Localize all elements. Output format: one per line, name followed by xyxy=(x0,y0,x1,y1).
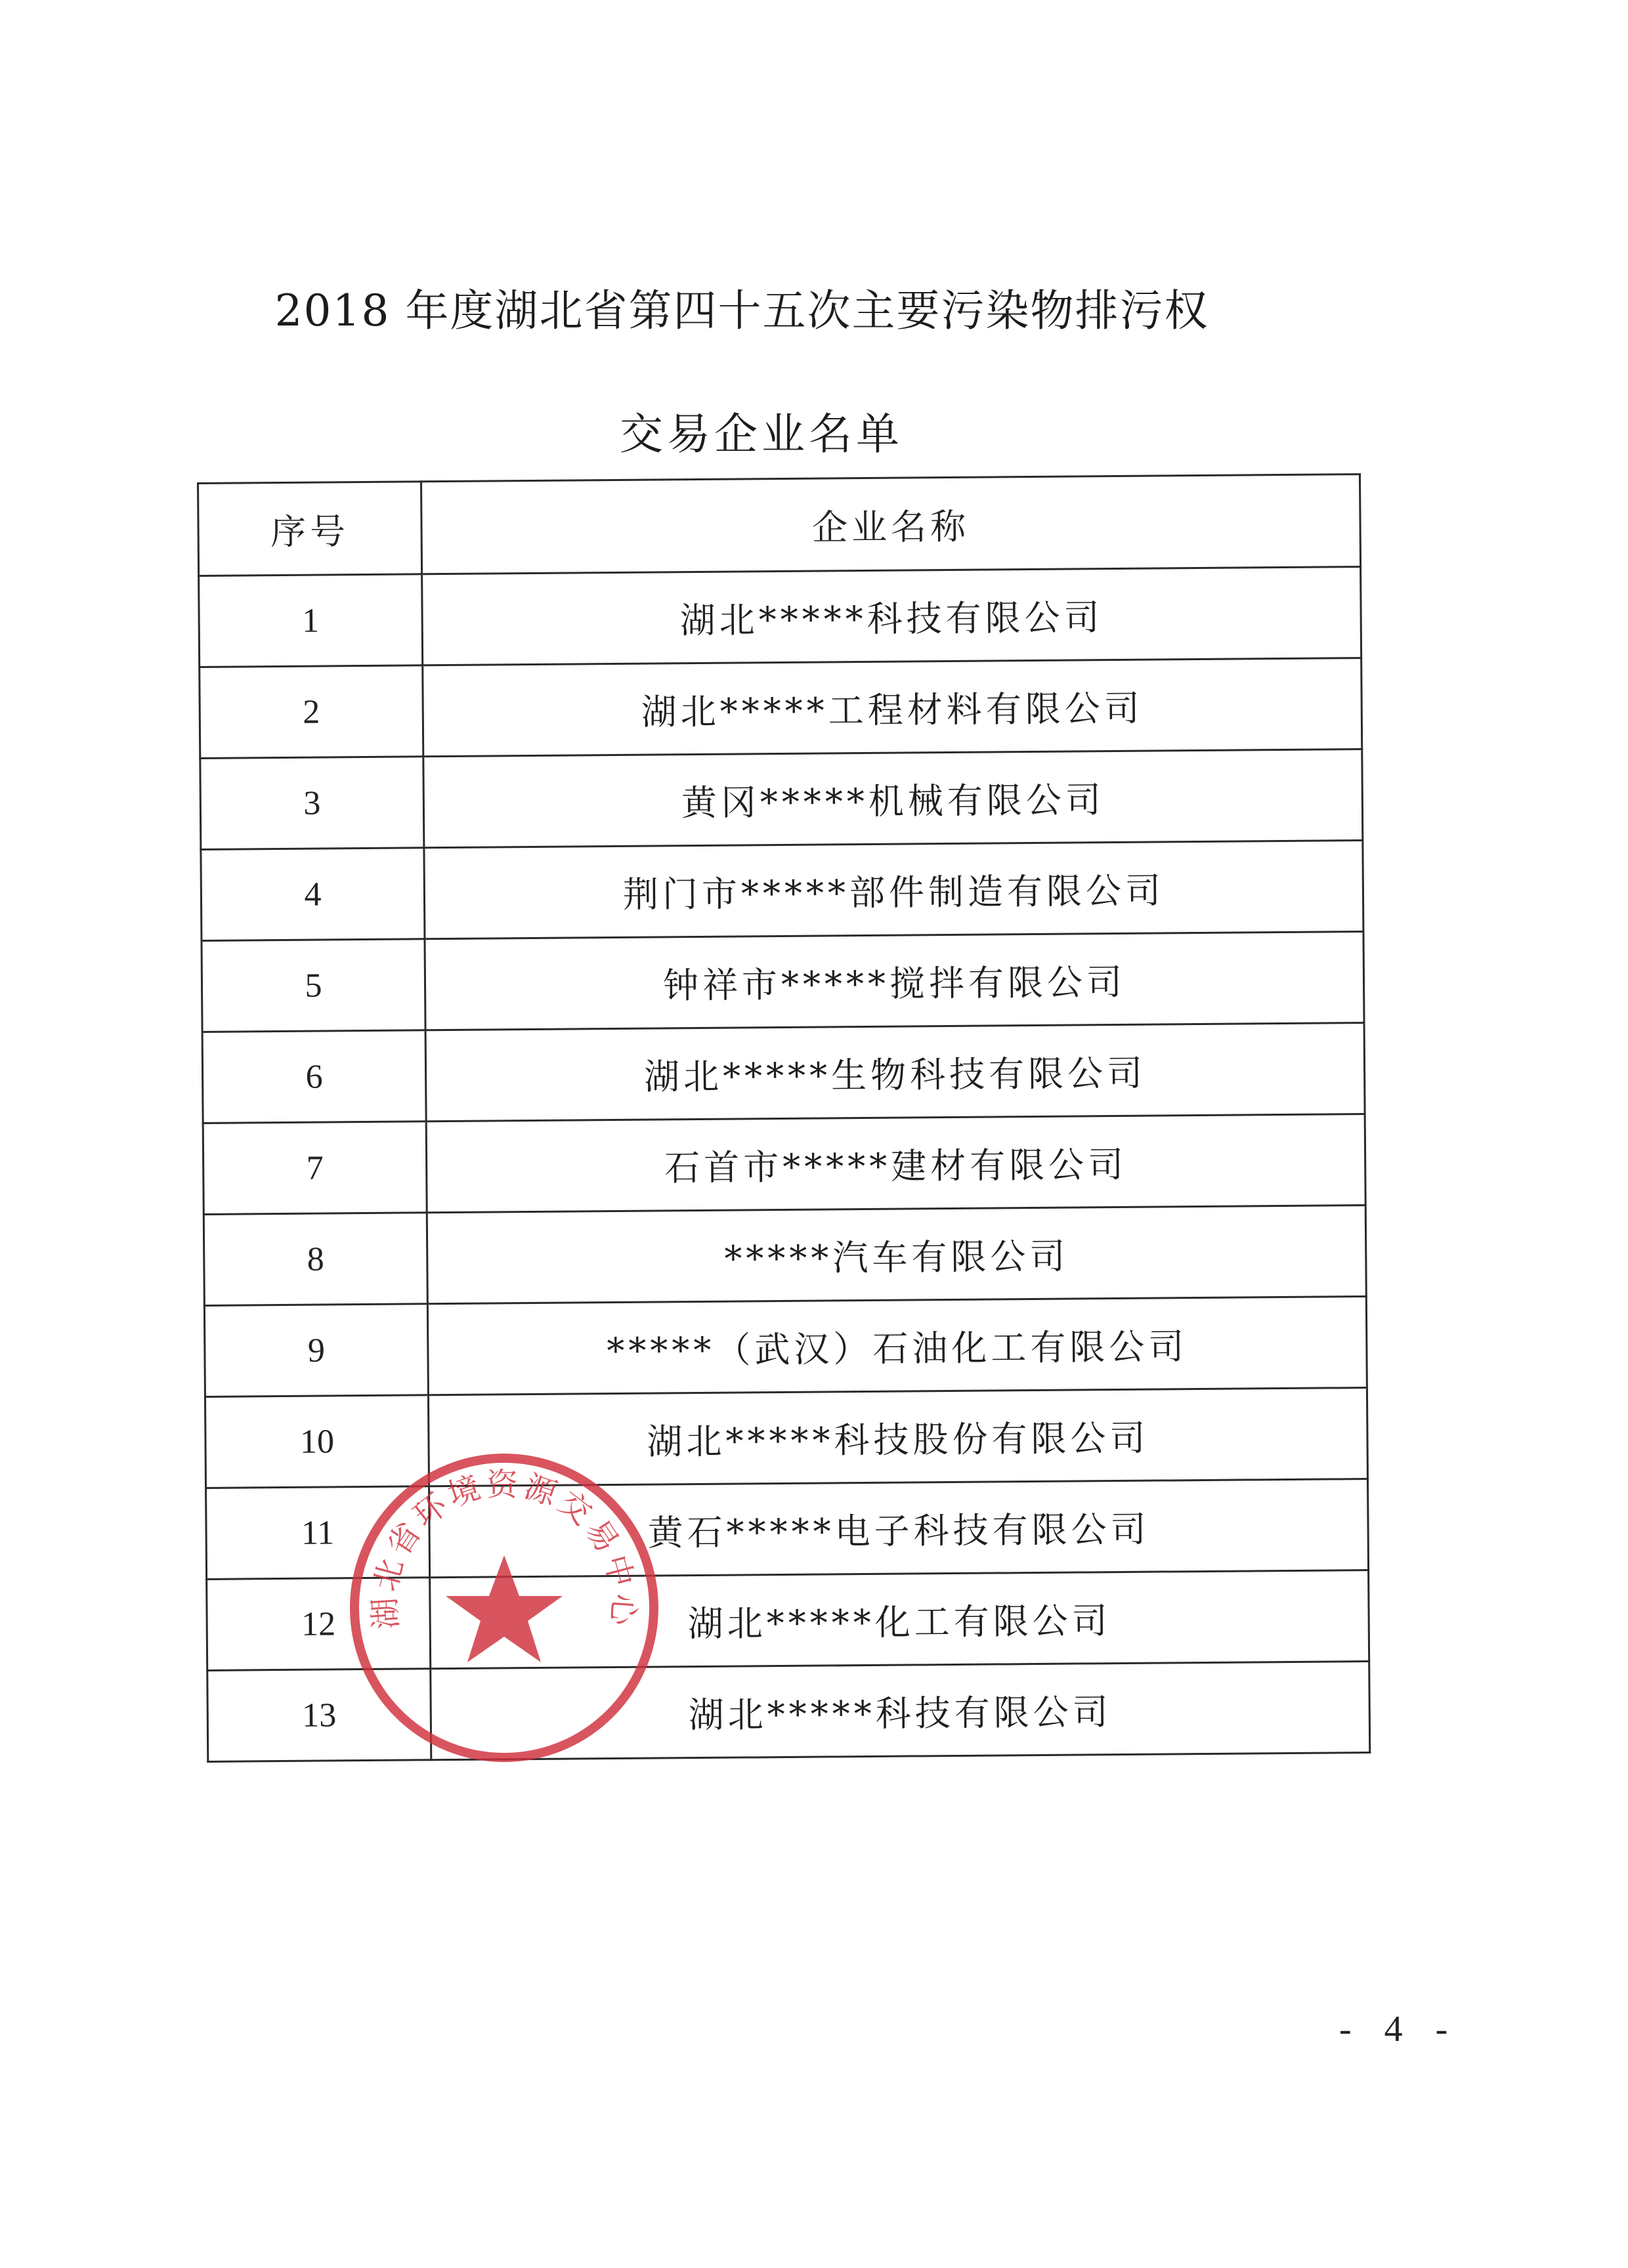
table-row xyxy=(204,1206,1366,1306)
header-enterprise-name: 企业名称 xyxy=(421,474,1361,574)
table-header-row xyxy=(198,474,1361,576)
enterprise-name-cell: *****（武汉）石油化工有限公司 xyxy=(427,1297,1367,1395)
table-row xyxy=(199,567,1361,667)
table-row xyxy=(204,1297,1367,1397)
enterprise-name-cell: 湖北*****科技有限公司 xyxy=(422,567,1361,665)
table-row xyxy=(202,932,1364,1032)
seal-text: 湖北省环境资源交易中心 xyxy=(366,1466,643,1631)
table-row xyxy=(200,658,1362,759)
serial-number-cell: 1 xyxy=(199,574,423,667)
serial-number-cell: 8 xyxy=(204,1213,427,1306)
serial-number-cell: 10 xyxy=(205,1395,429,1488)
enterprise-name-cell: 湖北*****生物科技有限公司 xyxy=(425,1023,1365,1122)
serial-number-cell: 13 xyxy=(207,1669,431,1762)
enterprise-name-cell: 荆门市*****部件制造有限公司 xyxy=(424,841,1363,939)
enterprise-name-cell: 湖北*****工程材料有限公司 xyxy=(423,658,1362,757)
header-serial-number: 序号 xyxy=(198,482,422,576)
enterprise-name-cell: *****汽车有限公司 xyxy=(427,1206,1366,1304)
enterprise-name-cell: 湖北*****化工有限公司 xyxy=(430,1570,1369,1669)
enterprise-name-cell: 湖北*****科技股份有限公司 xyxy=(428,1388,1367,1486)
serial-number-cell: 6 xyxy=(202,1030,426,1124)
document-title-line-1: 2018 年度湖北省第四十五次主要污染物排污权 xyxy=(274,285,1209,336)
serial-number-cell: 5 xyxy=(202,939,425,1032)
table-row xyxy=(200,749,1363,850)
table-row xyxy=(201,841,1363,941)
enterprise-name-cell: 湖北*****科技有限公司 xyxy=(431,1662,1370,1760)
official-seal xyxy=(340,1444,668,1772)
enterprise-name-cell: 钟祥市*****搅拌有限公司 xyxy=(425,932,1364,1030)
serial-number-cell: 11 xyxy=(206,1486,430,1580)
page-number: - 4 - xyxy=(1339,2009,1460,2049)
table-row xyxy=(202,1023,1365,1124)
serial-number-cell: 4 xyxy=(201,848,425,941)
serial-number-cell: 9 xyxy=(204,1304,428,1397)
enterprise-name-cell: 石首市*****建材有限公司 xyxy=(426,1114,1365,1213)
serial-number-cell: 2 xyxy=(200,665,423,759)
serial-number-cell: 3 xyxy=(200,757,424,850)
enterprise-name-cell: 黄石*****电子科技有限公司 xyxy=(429,1479,1369,1578)
serial-number-cell: 7 xyxy=(203,1122,427,1215)
serial-number-cell: 12 xyxy=(207,1578,431,1671)
enterprise-name-cell: 黄冈*****机械有限公司 xyxy=(423,749,1363,848)
star-icon xyxy=(446,1555,563,1662)
document-title-line-2: 交易企业名单 xyxy=(620,409,903,459)
table-row xyxy=(203,1114,1365,1215)
